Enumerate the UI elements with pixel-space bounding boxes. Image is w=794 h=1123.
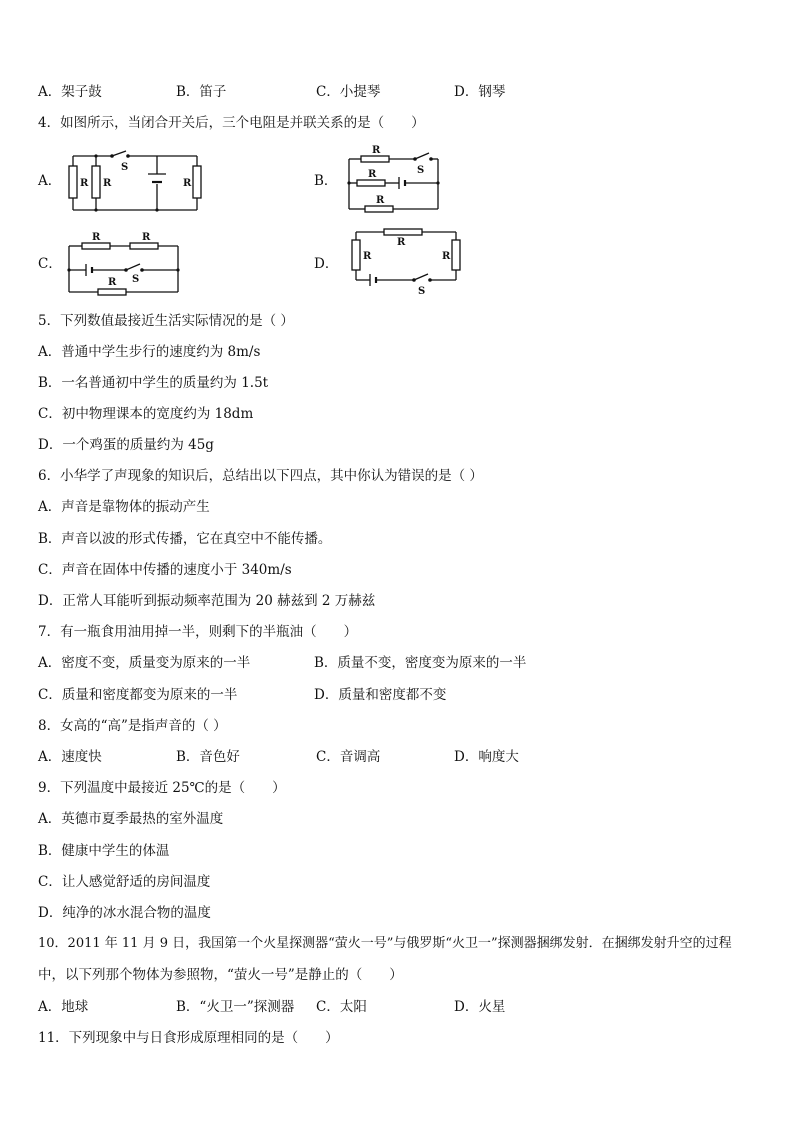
q10-option-d[interactable]: D．火星 — [454, 999, 506, 1015]
q4b-resistor-label-2: R — [368, 169, 377, 180]
q4d-resistor-label-3: R — [442, 251, 451, 262]
q4a-resistor-label-1: R — [80, 178, 89, 189]
q4-circuit-d — [346, 224, 466, 298]
q4c-resistor-label-1: R — [92, 232, 101, 243]
q5-option-b[interactable]: B．一名普通初中学生的质量约为 1.5t — [38, 375, 269, 391]
q4-option-b-label[interactable]: B． — [314, 173, 338, 189]
q10-option-a[interactable]: A．地球 — [38, 999, 89, 1015]
q7-option-d[interactable]: D．质量和密度都不变 — [314, 687, 447, 703]
q6-option-a[interactable]: A．声音是靠物体的振动产生 — [38, 499, 210, 515]
q4b-resistor-label-3: R — [376, 195, 385, 206]
q6-stem: 6．小华学了声现象的知识后，总结出以下四点，其中你认为错误的是（ ） — [38, 468, 483, 484]
q4c-switch-label: S — [132, 274, 140, 285]
q4b-switch-label: S — [417, 165, 425, 176]
q4-circuit-b — [343, 143, 443, 217]
q4-option-c-label[interactable]: C． — [38, 256, 62, 272]
q7-option-a[interactable]: A．密度不变，质量变为原来的一半 — [38, 655, 251, 671]
q9-option-b[interactable]: B．健康中学生的体温 — [38, 843, 170, 859]
q7-stem: 7．有一瓶食用油用掉一半，则剩下的半瓶油（ ） — [38, 624, 358, 640]
q8-stem: 8．女高的“高”是指声音的（ ） — [38, 718, 227, 734]
q4-circuit-a — [66, 148, 204, 214]
q10-stem-line2: 中，以下列那个物体为参照物，“萤火一号”是静止的（ ） — [38, 967, 403, 983]
q4b-resistor-label-1: R — [372, 145, 381, 156]
q10-option-b[interactable]: B．“火卫一”探测器 — [176, 999, 295, 1015]
q4a-switch-label: S — [121, 162, 129, 173]
q8-option-b[interactable]: B．音色好 — [176, 749, 240, 765]
q5-option-c[interactable]: C．初中物理课本的宽度约为 18dm — [38, 406, 254, 422]
q9-option-a[interactable]: A．英德市夏季最热的室外温度 — [38, 811, 224, 827]
q4-stem: 4．如图所示，当闭合开关后，三个电阻是并联关系的是（ ） — [38, 115, 425, 131]
q3-option-c[interactable]: C．小提琴 — [316, 84, 381, 100]
q10-option-c[interactable]: C．太阳 — [316, 999, 367, 1015]
q4-option-a-label[interactable]: A． — [38, 173, 62, 189]
q4-circuit-c — [64, 228, 184, 300]
q9-option-d[interactable]: D．纯净的冰水混合物的温度 — [38, 905, 211, 921]
q7-option-c[interactable]: C．质量和密度都变为原来的一半 — [38, 687, 238, 703]
q10-stem-line1: 10．2011 年 11 月 9 日，我国第一个火星探测器“萤火一号”与俄罗斯“火卫一”探测器捆绑发射．在捆绑发射升空的过程 — [38, 936, 732, 951]
q4d-resistor-label-1: R — [397, 237, 406, 248]
q4d-resistor-label-2: R — [363, 251, 372, 262]
q3-option-b[interactable]: B．笛子 — [176, 84, 227, 100]
q9-stem: 9．下列温度中最接近 25℃的是（ ） — [38, 780, 286, 796]
q3-option-a[interactable]: A．架子鼓 — [38, 84, 102, 100]
q4a-resistor-label-2: R — [103, 178, 112, 189]
q4a-resistor-label-3: R — [183, 178, 192, 189]
q9-option-c[interactable]: C．让人感觉舒适的房间温度 — [38, 874, 211, 890]
q5-stem: 5．下列数值最接近生活实际情况的是（ ） — [38, 313, 294, 329]
q6-option-c[interactable]: C．声音在固体中传播的速度小于 340m/s — [38, 562, 292, 578]
q4-option-d-label[interactable]: D． — [314, 256, 339, 272]
q8-option-d[interactable]: D．响度大 — [454, 749, 519, 765]
q11-stem: 11．下列现象中与日食形成原理相同的是（ ） — [38, 1030, 339, 1046]
q8-option-c[interactable]: C．音调高 — [316, 749, 381, 765]
q6-option-b[interactable]: B．声音以波的形式传播，它在真空中不能传播。 — [38, 531, 332, 547]
q4c-resistor-label-2: R — [142, 232, 151, 243]
q6-option-d[interactable]: D．正常人耳能听到振动频率范围为 20 赫兹到 2 万赫兹 — [38, 593, 376, 609]
q4d-switch-label: S — [418, 286, 426, 297]
q4c-resistor-label-3: R — [108, 277, 117, 288]
q3-option-d[interactable]: D．钢琴 — [454, 84, 506, 100]
q7-option-b[interactable]: B．质量不变，密度变为原来的一半 — [314, 655, 527, 671]
q5-option-d[interactable]: D．一个鸡蛋的质量约为 45g — [38, 437, 214, 453]
q8-option-a[interactable]: A．速度快 — [38, 749, 102, 765]
q5-option-a[interactable]: A．普通中学生步行的速度约为 8m/s — [38, 344, 261, 360]
